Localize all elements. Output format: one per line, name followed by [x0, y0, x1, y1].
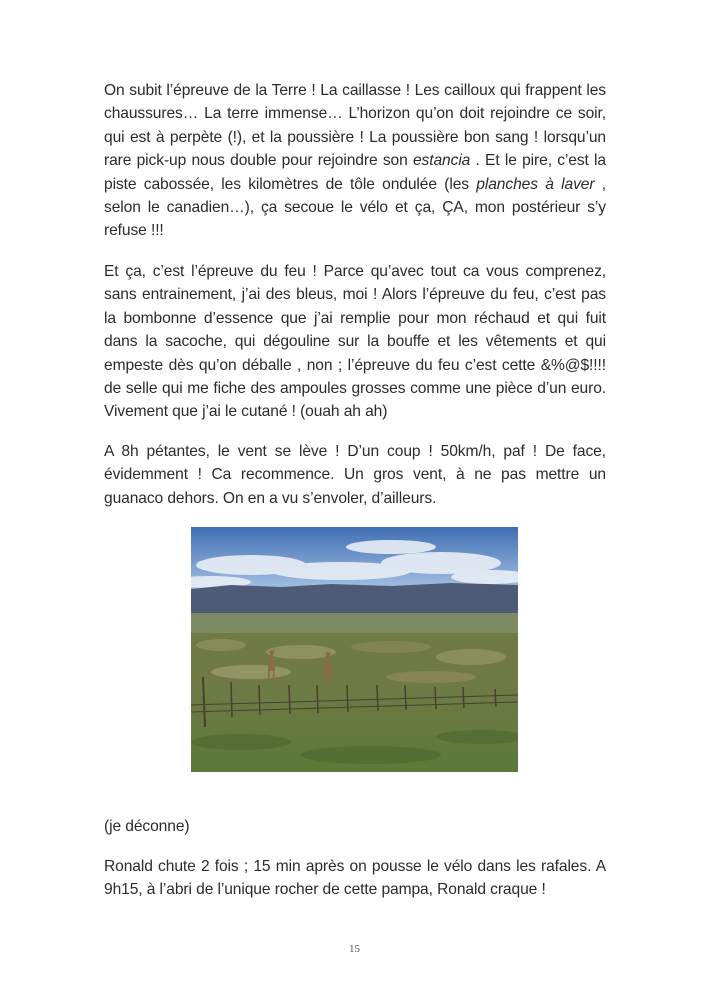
italic-term-estancia: estancia	[412, 152, 471, 170]
paragraph-joke: (je déconne)	[104, 818, 190, 835]
italic-term-planches: planches à laver	[476, 175, 595, 193]
paragraph-ronald: Ronald chute 2 fois ; 15 min après on pousse le vélo dans les rafales. A 9h15, à l’abri de l’unique rocher de cette pampa, Ronald craque !	[104, 858, 606, 899]
paragraph-earth-ordeal	[104, 79, 606, 243]
guanaco-pampa-illustration	[191, 527, 518, 772]
page-number: 15	[349, 943, 360, 955]
paragraph-text: On subit l’épreuve de la Terre ! La caillasse ! Les cailloux qui frappent les chaussures… La terre immense… L’horizon qu’on doit rejoindre ce soir, qui est à perpète (!), et la poussière ! La poussière bon sang ! lorsqu’un rare pick-up nous double pour rejoindre son	[104, 82, 606, 170]
paragraph-wind: A 8h pétantes, le vent se lève ! D’un coup ! 50km/h, paf ! De face, évidemment ! Ca recommence. Un gros vent, à ne pas mettre un guanaco dehors. On en a vu s’envoler, d’ailleurs.	[104, 443, 606, 507]
paragraph-fire-ordeal: Et ça, c’est l’épreuve du feu ! Parce qu’avec tout ca vous comprenez, sans entrainement, j’ai des bleus, moi ! Alors l’épreuve du feu, c’est pas la bombonne d’essence que j’ai remplie pour mon réchaud et qui fuit dans la sacoche, qui dégouline sur la bouffe et les vêtements et qui empeste dès qu’on déballe , non ; l’épreuve du feu c’est cette &%@$!!!! de selle qui me fiche des ampoules grosses comme une pièce d’un euro. Vivement que j’ai le cutané ! (ouah ah ah)	[104, 263, 606, 421]
paragraph-text: . Et le pire, c’est la piste cabossée, les kilomètres de tôle ondulée (les	[104, 152, 606, 193]
paragraph-text: , selon le canadien…), ça secoue le vélo et ça, ÇA, mon postérieur s’y refuse !!!	[104, 175, 606, 240]
landscape-photo	[191, 527, 518, 772]
